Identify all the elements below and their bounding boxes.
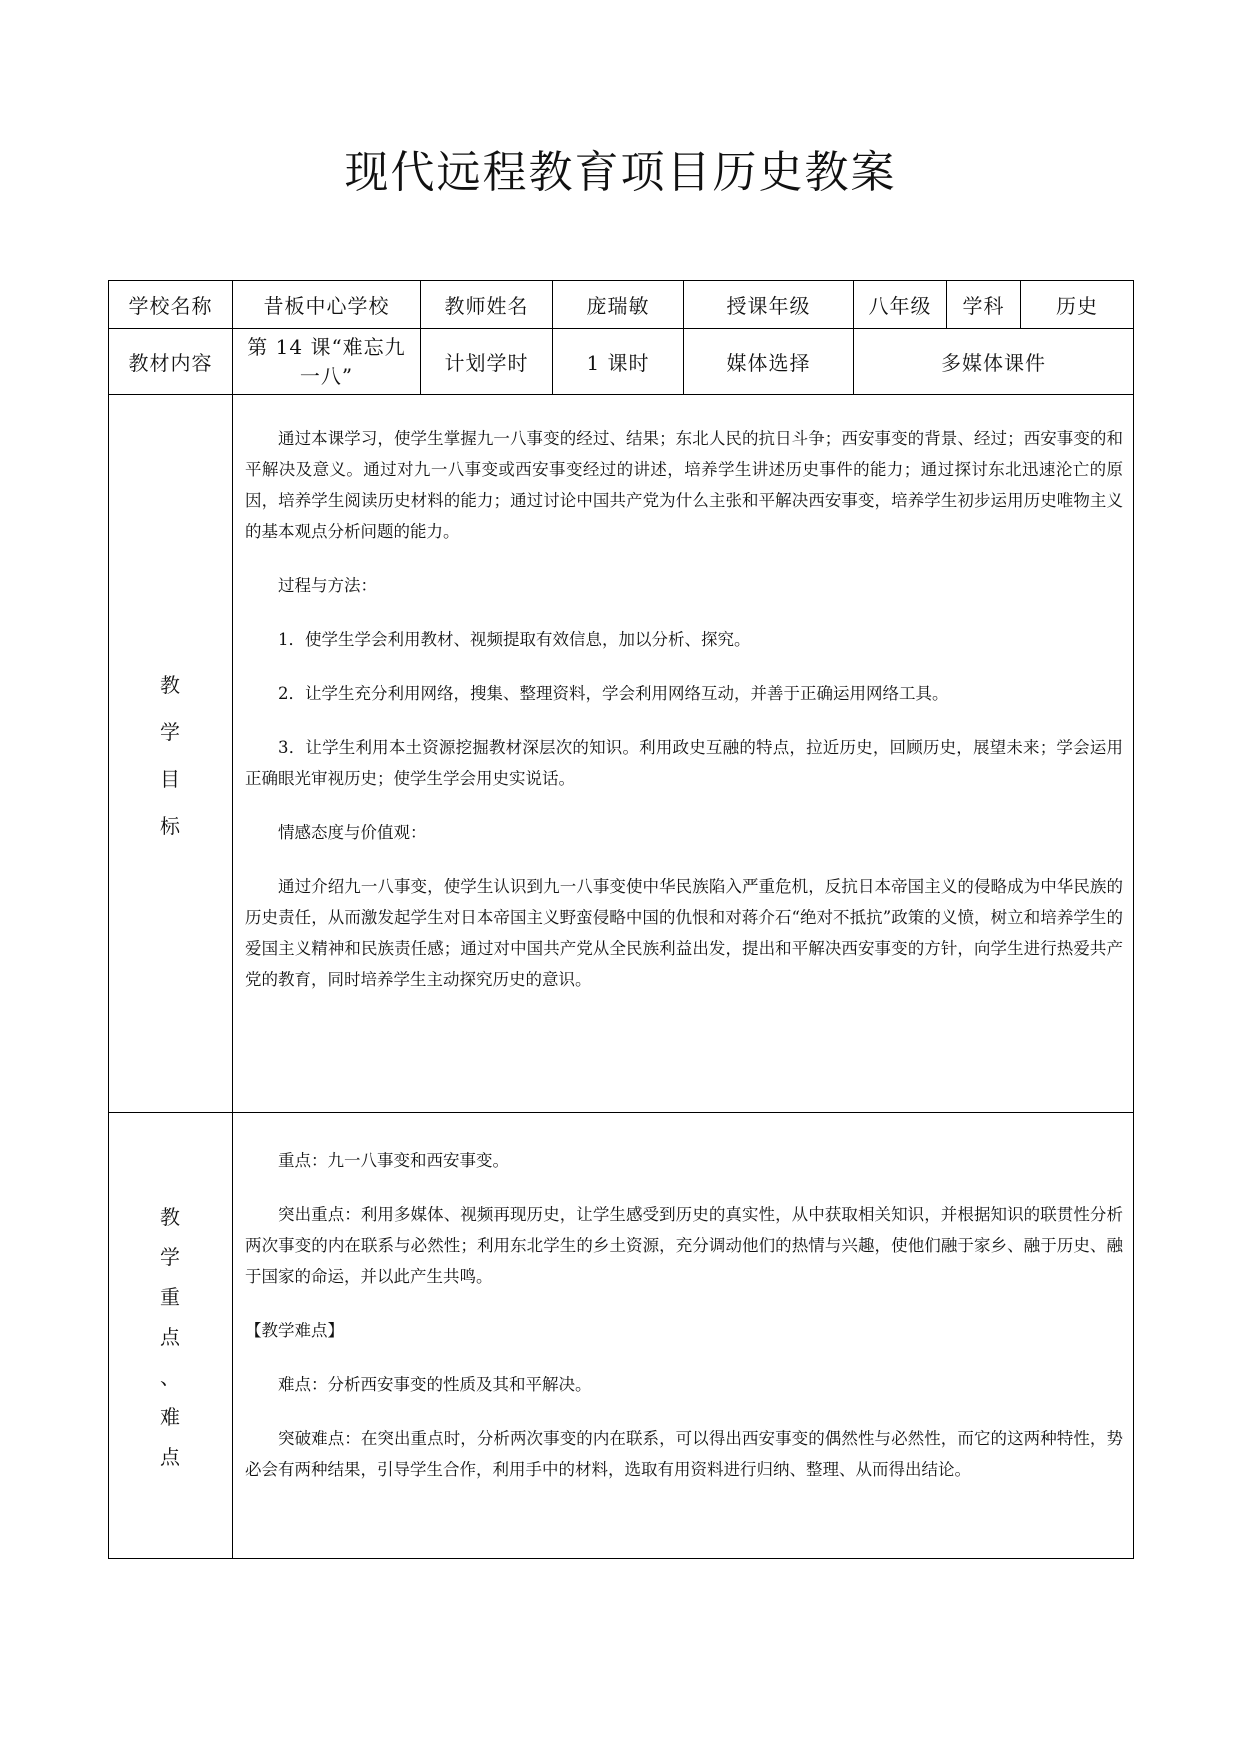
key-point-paragraph: 突破难点：在突出重点时，分析两次事变的内在联系，可以得出西安事变的偶然性与必然性，而它的这两种特性，势必会有两种结果，引导学生合作，利用手中的材料，选取有用资料进行归纳、整理、从而得出结论。 <box>245 1429 1123 1479</box>
grade-value: 八年级 <box>854 281 947 329</box>
hours-label: 计划学时 <box>421 329 553 395</box>
header-row-1 <box>109 281 1134 329</box>
key-points-label-char: 重 <box>160 1285 181 1309</box>
difficulty-heading: 【教学难点】 <box>245 1321 344 1340</box>
key-points-label-char: 学 <box>160 1245 181 1269</box>
lesson-plan-table <box>108 280 1134 1559</box>
teacher-label: 教师姓名 <box>421 281 553 329</box>
school-value: 昔板中心学校 <box>233 281 421 329</box>
objectives-paragraph: 2．让学生充分利用网络，搜集、整理资料，学会利用网络互动，并善于正确运用网络工具。 <box>278 684 949 703</box>
header-row-2 <box>109 329 1134 395</box>
media-value: 多媒体课件 <box>854 329 1134 395</box>
key-points-label-char: 、 <box>160 1365 181 1389</box>
objectives-label-char: 教 <box>160 672 181 697</box>
objectives-label-char: 目 <box>160 766 181 791</box>
school-label: 学校名称 <box>109 281 233 329</box>
material-label: 教材内容 <box>109 329 233 395</box>
key-points-label-char: 难 <box>160 1405 181 1429</box>
material-value <box>233 329 421 395</box>
hours-value: 1 课时 <box>553 329 684 395</box>
objectives-paragraph: 通过介绍九一八事变，使学生认识到九一八事变使中华民族陷入严重危机，反抗日本帝国主义的侵略成为中华民族的历史责任，从而激发起学生对日本帝国主义野蛮侵略中国的仇恨和对蒋介石“绝对不抵抗”政策的义愤，树立和培养学生的爱国主义精神和民族责任感；通过对中国共产党从全民族利益出发，提出和平解决西安事变的方针，向学生进行热爱共产党的教育，同时培养学生主动探究历史的意识。 <box>245 877 1123 989</box>
objectives-paragraph: 情感态度与价值观： <box>278 823 427 842</box>
objectives-label <box>109 395 233 1113</box>
key-points-label-char: 点 <box>160 1325 181 1349</box>
teacher-value: 庞瑞敏 <box>553 281 684 329</box>
key-points-row <box>109 1113 1134 1559</box>
key-point-paragraph: 突出重点：利用多媒体、视频再现历史，让学生感受到历史的真实性，从中获取相关知识，并根据知识的联贯性分析两次事变的内在联系与必然性；利用东北学生的乡土资源，充分调动他们的热情与兴趣，使他们融于家乡、融于历史、融于国家的命运，并以此产生共鸣。 <box>245 1205 1123 1286</box>
objectives-label-char: 学 <box>160 719 181 744</box>
subject-value: 历史 <box>1021 281 1134 329</box>
material-value-line1: 第 14 课“难忘九 <box>247 334 406 359</box>
key-points-label <box>109 1113 233 1559</box>
key-points-label-char: 教 <box>160 1205 181 1229</box>
material-value-line2: 一八” <box>299 363 354 388</box>
key-points-label-char: 点 <box>160 1445 181 1469</box>
objectives-paragraph: 过程与方法： <box>278 576 377 595</box>
media-label: 媒体选择 <box>684 329 854 395</box>
objectives-content <box>233 395 1134 1113</box>
grade-label: 授课年级 <box>684 281 854 329</box>
objectives-paragraph: 通过本课学习，使学生掌握九一八事变的经过、结果；东北人民的抗日斗争；西安事变的背景、经过；西安事变的和平解决及意义。通过对九一八事变或西安事变经过的讲述，培养学生讲述历史事件的能力；通过探讨东北迅速沦亡的原因，培养学生阅读历史材料的能力；通过讨论中国共产党为什么主张和平解决西安事变，培养学生初步运用历史唯物主义的基本观点分析问题的能力。 <box>245 429 1123 541</box>
objectives-paragraph: 1．使学生学会利用教材、视频提取有效信息，加以分析、探究。 <box>278 630 751 649</box>
subject-label: 学科 <box>947 281 1021 329</box>
objectives-label-char: 标 <box>160 813 181 838</box>
key-point-paragraph: 重点：九一八事变和西安事变。 <box>278 1151 509 1170</box>
key-points-content <box>233 1113 1134 1559</box>
key-point-paragraph: 难点：分析西安事变的性质及其和平解决。 <box>278 1375 592 1394</box>
objectives-paragraph: 3．让学生利用本土资源挖掘教材深层次的知识。利用政史互融的特点，拉近历史，回顾历史，展望未来；学会运用正确眼光审视历史；使学生学会用史实说话。 <box>245 738 1123 788</box>
objectives-row <box>109 395 1134 1113</box>
page-title: 现代远程教育项目历史教案 <box>344 147 897 198</box>
